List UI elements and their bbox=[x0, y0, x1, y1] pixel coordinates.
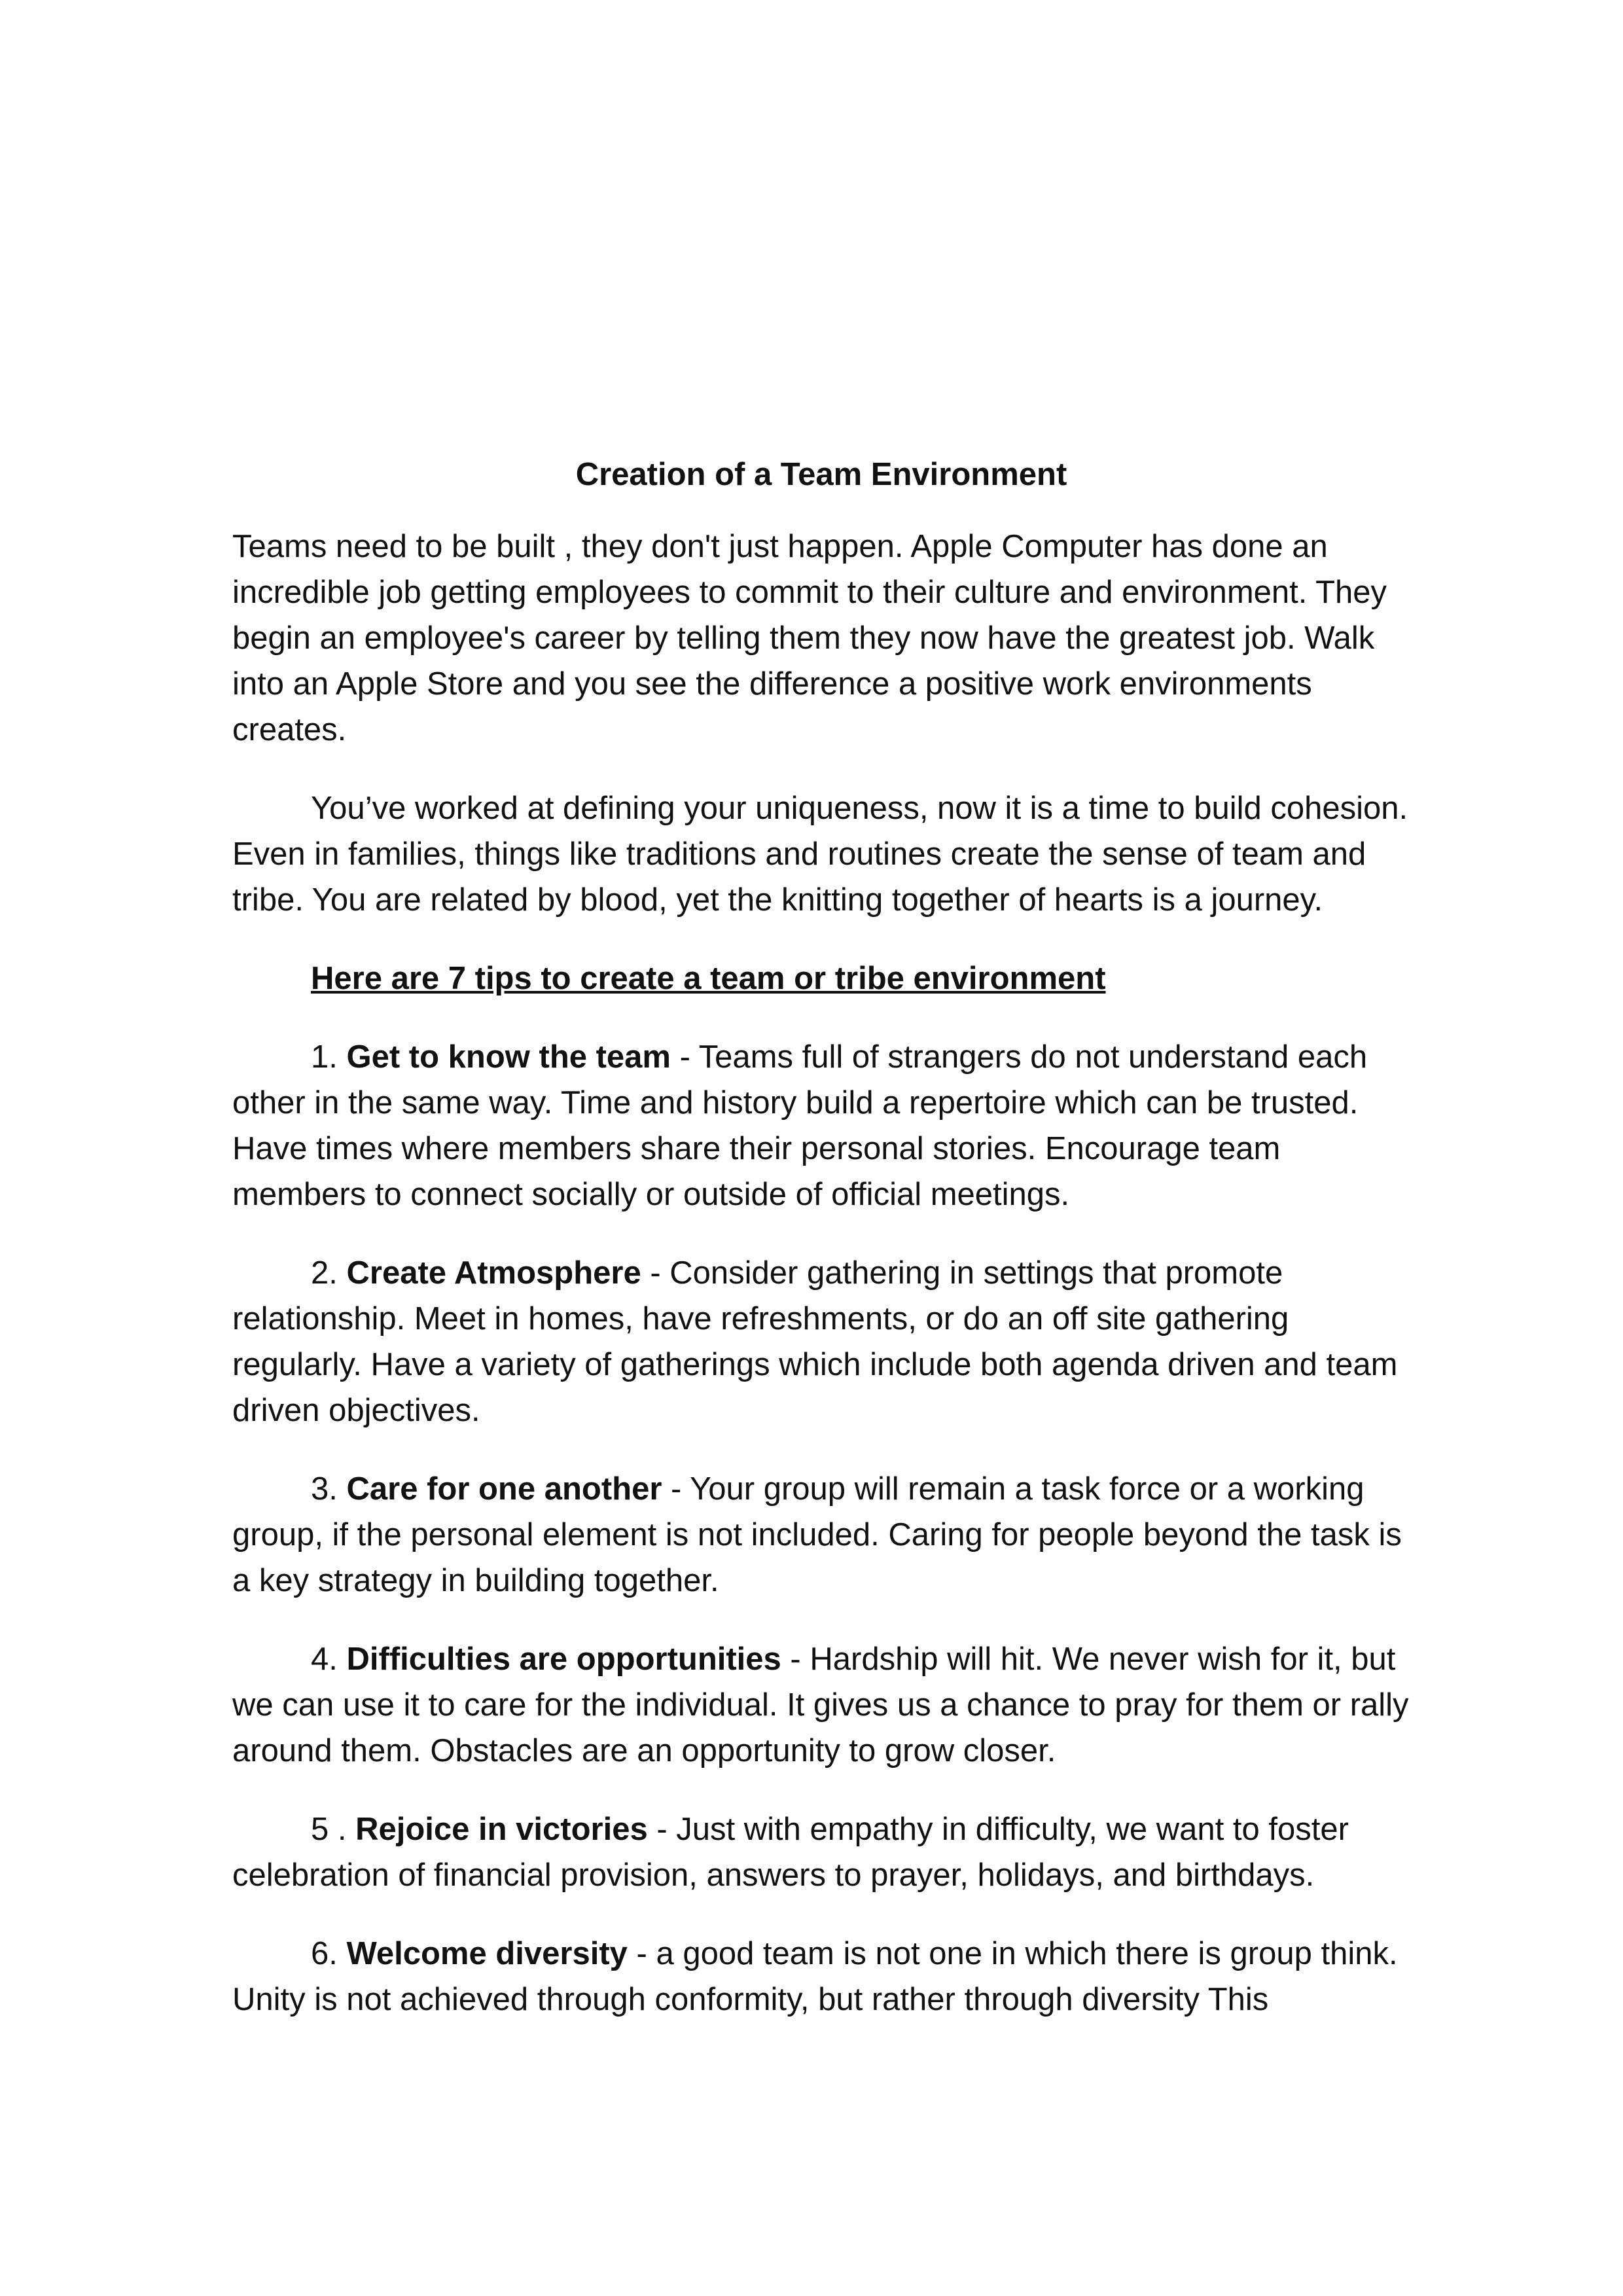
tip-title: Rejoice in victories bbox=[355, 1812, 648, 1847]
tip-number: 2. bbox=[311, 1255, 338, 1291]
intro-paragraph-2: You’ve worked at defining your uniqueness, now it is a time to build cohesion. Even in families, things like traditions and routines create the sense of team and tribe. You are related by blood, yet the knitting together of hearts is a journey. bbox=[232, 791, 1408, 918]
tip-3 bbox=[232, 1466, 1410, 1604]
tip-body: - Your group will remain a task force or a working group, if the personal element is not included. Caring for people beyond the task is a key strategy in building together. bbox=[232, 1471, 1402, 1598]
tip-body: - Just with empathy in difficulty, we want to foster celebration of financial provision, answers to prayer, holidays, and birthdays. bbox=[232, 1812, 1349, 1893]
tip-2 bbox=[232, 1250, 1410, 1433]
tip-title: Create Atmosphere bbox=[346, 1255, 641, 1291]
tip-title: Care for one another bbox=[346, 1471, 662, 1507]
document-title: Creation of a Team Environment bbox=[575, 457, 1067, 492]
tip-title: Difficulties are opportunities bbox=[346, 1641, 781, 1677]
tip-number: 1. bbox=[311, 1039, 338, 1075]
intro-paragraph-1: Teams need to be built , they don't just happen. Apple Computer has done an incredible job getting employees to commit to their culture and environment. They begin an employee's career by telling them they now have the greatest job. Walk into an Apple Store and you see the difference a positive work environments creates. bbox=[232, 529, 1387, 747]
tip-title: Get to know the team bbox=[346, 1039, 671, 1075]
tip-body: - Hardship will hit. We never wish for it, but we can use it to care for the individual. It gives us a chance to pray for them or rally around them. Obstacles are an opportunity to grow closer. bbox=[232, 1641, 1409, 1768]
tip-number: 6. bbox=[311, 1936, 338, 1971]
tip-title: Welcome diversity bbox=[346, 1936, 628, 1971]
tip-number: 3. bbox=[311, 1471, 338, 1507]
tip-number: 5 . bbox=[311, 1812, 347, 1847]
tip-body: - Teams full of strangers do not understand each other in the same way. Time and history build a repertoire which can be trusted. Have times where members share their personal stories. Encourage team members to connect socially or outside of official meetings. bbox=[232, 1039, 1368, 1212]
tip-4 bbox=[232, 1636, 1410, 1774]
tip-6 bbox=[232, 1931, 1410, 2022]
tip-5 bbox=[232, 1806, 1410, 1898]
tip-1 bbox=[232, 1034, 1410, 1217]
tip-number: 4. bbox=[311, 1641, 338, 1677]
tip-body: - Consider gathering in settings that promote relationship. Meet in homes, have refreshments, or do an off site gathering regularly. Have a variety of gatherings which include both agenda driven and team driven objectives. bbox=[232, 1255, 1398, 1428]
tips-heading: Here are 7 tips to create a team or tribe environment bbox=[311, 961, 1106, 996]
tip-body: - a good team is not one in which there is group think. Unity is not achieved through conformity, but rather through diversity This bbox=[232, 1936, 1398, 2017]
document-body bbox=[232, 452, 1410, 2055]
